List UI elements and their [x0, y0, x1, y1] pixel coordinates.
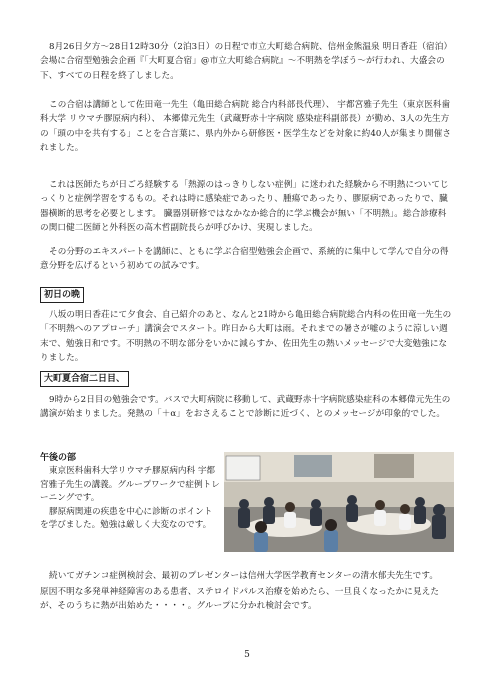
closing-paragraph: 続いてガチンコ症例検討会、最初のプレゼンターは信州大学医学教育センターの清水郁夫先生です。 [49, 571, 439, 581]
lecturers-paragraph: この合宿は講師として佐田竜一先生（亀田総合病院 総合内科部長代理）、 宇都宮雅子先生（東京医科歯科大学 リウマチ膠原病内科）、 本郷偉元先生（武蔵野赤十字病院 感染症科副部長）が勤め、3人の先生方の「頭の中を共有する」ことを合言葉に、県内外から研修医・医学生などを対象に約40人が集まり開催されました。 [40, 100, 452, 154]
first-night-paragraph: 八坂の明日香荘にて夕食会、自己紹介のあと、なんと21時から亀田総合病院総合内科の佐田竜一先生の「不明熱へのアプローチ」講演会でスタート。昨日から大町は雨。それまでの暑さが嘘のように涼しい週末で、勉強日和です。不明熱の不明な部分をいかに減らすか、佐田先生の熱いメッセージで大変勉強になりました。 [40, 310, 452, 364]
group-workshop-photo [224, 452, 454, 552]
afternoon-paragraph-1: 東京医科歯科大学リウマチ膠原病内科 宇都宮雅子先生の講義。グループワークで症例トレーニングです。 [40, 466, 220, 504]
photo-illustration [224, 452, 454, 552]
afternoon-paragraph-2: 膠原病関連の疾患を中心に診断のポイントを学びました。勉強は厳しく大変なのです。 [40, 506, 213, 531]
day-two-paragraph: 9時から2日目の勉強会です。バスで大町病院に移動して、武蔵野赤十字病院感染症科の本郷偉元先生の講演が始まりました。発熱の「＋α」をおさえることで診断に近づく、とのメッセージが印象的でした。 [40, 395, 451, 420]
closing-paragraph-2: 原因不明な多発単神経障害のある患者、ステロイドパルス治療を始めたら、一旦良くなったかに見えたが、そのうちに熱が出始めた・・・・。グループに分かれ検討会です。 [40, 587, 440, 612]
page-number: 5 [244, 650, 250, 660]
experts-paragraph: その分野のエキスパートを講師に、ともに学ぶ合宿型勉強会企画で、系統的に集中して学んで自分の得意分野を広げるという初めての試みです。 [40, 247, 449, 272]
section-heading-day-two: 大町夏合宿二日目、 [40, 371, 129, 387]
intro-paragraph: 8月26日夕方～28日12時30分（2泊3日）の日程で市立大町総合病院、信州金熊温泉 明日香荘（宿泊）会場に合宿型勉強会企画『「大町夏合宿」@市立大町総合病院』～不明熱を学ぼう～が行われ、大盛会の下、すべての日程を終了しました。 [40, 42, 453, 81]
purpose-paragraph: これは医師たちが日ごろ経験する「熱源のはっきりしない症例」に迷われた経験から不明熱についてじっくりと症例学習をするもの。それは時に感染症であったり、腫瘍であったり、膠原病であったりで、臓器横断的思考を必要とします。 臓器別研修ではなかなか総合的に学ぶ機会が無い「不明熱」。総合診療科の関口健二医師と外科医の高木哲副院長らが呼びかけ、実現しました。 [40, 180, 449, 234]
section-heading-first-night: 初日の晩 [40, 287, 84, 303]
section-heading-afternoon: 午後の部 [40, 453, 77, 463]
afternoon-text [40, 465, 220, 533]
